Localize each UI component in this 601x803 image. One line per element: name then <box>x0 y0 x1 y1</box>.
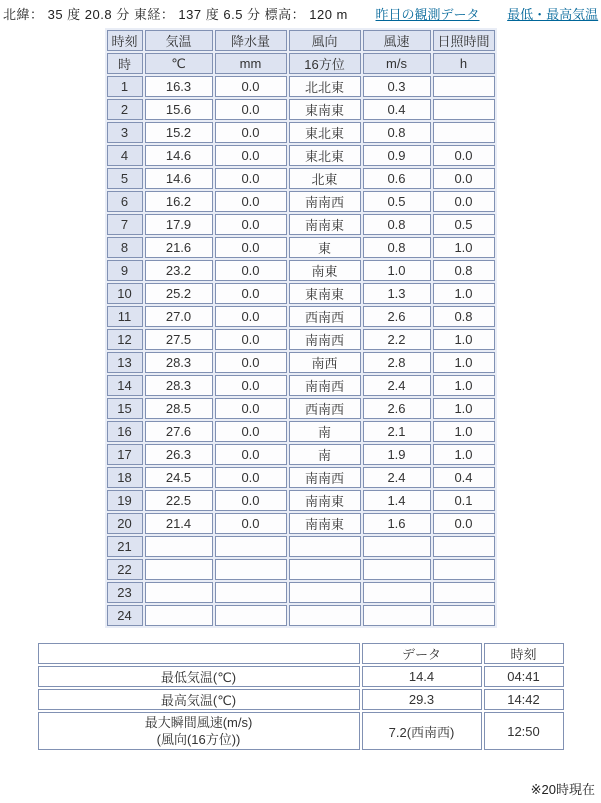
wind-dir-cell <box>289 582 361 603</box>
temp-cell <box>145 605 213 626</box>
temp-cell: 17.9 <box>145 214 213 235</box>
yesterday-data-link[interactable]: 昨日の観測データ <box>375 7 480 22</box>
sunshine-cell: 1.0 <box>433 421 495 442</box>
table-row <box>107 582 495 603</box>
wind-dir-cell: 南南西 <box>289 375 361 396</box>
col-header-wind-dir: 風向 <box>289 30 361 51</box>
daily-extremes-table <box>36 641 566 752</box>
table-row <box>107 375 495 396</box>
wind-dir-cell: 東南東 <box>289 283 361 304</box>
temp-cell: 24.5 <box>145 467 213 488</box>
wind-speed-cell: 0.9 <box>363 145 431 166</box>
wind-dir-cell: 西南西 <box>289 398 361 419</box>
precip-cell: 0.0 <box>215 421 287 442</box>
wind-speed-cell <box>363 559 431 580</box>
sunshine-cell: 0.0 <box>433 513 495 534</box>
hour-cell: 21 <box>107 536 143 557</box>
hour-cell: 22 <box>107 559 143 580</box>
hour-cell: 8 <box>107 237 143 258</box>
unit-precip: mm <box>215 53 287 74</box>
sunshine-cell <box>433 76 495 97</box>
precip-cell: 0.0 <box>215 467 287 488</box>
wind-speed-cell <box>363 536 431 557</box>
table-row <box>107 260 495 281</box>
summary-time-cell: 14:42 <box>484 689 564 710</box>
wind-dir-cell: 西南西 <box>289 306 361 327</box>
wind-dir-cell: 東 <box>289 237 361 258</box>
wind-speed-cell: 1.0 <box>363 260 431 281</box>
table-row <box>107 398 495 419</box>
summary-label-cell: 最高気温(℃) <box>38 689 360 710</box>
table-row <box>107 467 495 488</box>
temp-cell: 27.0 <box>145 306 213 327</box>
wind-speed-cell <box>363 605 431 626</box>
temp-cell: 23.2 <box>145 260 213 281</box>
precip-cell: 0.0 <box>215 283 287 304</box>
precip-cell <box>215 605 287 626</box>
summary-data-cell: 7.2(西南西) <box>362 712 482 750</box>
col-header-time: 時刻 <box>107 30 143 51</box>
sunshine-cell: 1.0 <box>433 283 495 304</box>
wind-dir-cell <box>289 536 361 557</box>
hour-cell: 16 <box>107 421 143 442</box>
temp-cell: 27.5 <box>145 329 213 350</box>
min-max-temp-link[interactable]: 最低・最高気温 <box>507 7 599 22</box>
hour-cell: 5 <box>107 168 143 189</box>
wind-speed-cell <box>363 582 431 603</box>
precip-cell: 0.0 <box>215 352 287 373</box>
temp-cell: 28.3 <box>145 352 213 373</box>
sunshine-cell: 0.4 <box>433 467 495 488</box>
sunshine-cell: 0.1 <box>433 490 495 511</box>
table-row <box>107 444 495 465</box>
wind-speed-cell: 2.6 <box>363 398 431 419</box>
table-row <box>107 306 495 327</box>
max-temp-row <box>38 689 564 710</box>
hour-cell: 24 <box>107 605 143 626</box>
summary-time-cell: 04:41 <box>484 666 564 687</box>
table-row <box>107 352 495 373</box>
unit-wind-speed: m/s <box>363 53 431 74</box>
hour-cell: 12 <box>107 329 143 350</box>
precip-cell: 0.0 <box>215 168 287 189</box>
temp-cell: 21.6 <box>145 237 213 258</box>
col-header-sunshine: 日照時間 <box>433 30 495 51</box>
as-of-time-note: ※20時現在 <box>530 782 595 797</box>
table-row <box>107 490 495 511</box>
summary-header-data: データ <box>362 643 482 664</box>
precip-cell: 0.0 <box>215 122 287 143</box>
wind-speed-cell: 0.5 <box>363 191 431 212</box>
summary-data-cell: 29.3 <box>362 689 482 710</box>
sunshine-cell: 0.0 <box>433 168 495 189</box>
temp-cell: 21.4 <box>145 513 213 534</box>
precip-cell: 0.0 <box>215 191 287 212</box>
wind-dir-cell: 南南東 <box>289 490 361 511</box>
precip-cell: 0.0 <box>215 76 287 97</box>
wind-dir-cell: 南西 <box>289 352 361 373</box>
hour-cell: 11 <box>107 306 143 327</box>
table-row <box>107 99 495 120</box>
temp-cell <box>145 559 213 580</box>
temp-cell: 16.2 <box>145 191 213 212</box>
temp-cell: 14.6 <box>145 145 213 166</box>
table-row <box>107 329 495 350</box>
hour-cell: 4 <box>107 145 143 166</box>
sunshine-cell: 1.0 <box>433 444 495 465</box>
temp-cell: 14.6 <box>145 168 213 189</box>
wind-dir-cell: 北北東 <box>289 76 361 97</box>
table-row <box>107 283 495 304</box>
hour-cell: 15 <box>107 398 143 419</box>
max-gust-row <box>38 712 564 750</box>
sunshine-cell: 0.8 <box>433 260 495 281</box>
wind-speed-cell: 1.3 <box>363 283 431 304</box>
sunshine-cell: 1.0 <box>433 329 495 350</box>
wind-dir-cell: 南 <box>289 421 361 442</box>
wind-speed-cell: 2.2 <box>363 329 431 350</box>
temp-cell: 22.5 <box>145 490 213 511</box>
temp-cell: 15.6 <box>145 99 213 120</box>
unit-wind-dir: 16方位 <box>289 53 361 74</box>
table-row <box>107 559 495 580</box>
precip-cell: 0.0 <box>215 214 287 235</box>
unit-sunshine: h <box>433 53 495 74</box>
col-header-precip: 降水量 <box>215 30 287 51</box>
wind-dir-cell: 南南東 <box>289 513 361 534</box>
precip-cell: 0.0 <box>215 260 287 281</box>
wind-dir-cell: 南南西 <box>289 467 361 488</box>
precip-cell: 0.0 <box>215 513 287 534</box>
col-header-wind-speed: 風速 <box>363 30 431 51</box>
table-row <box>107 421 495 442</box>
sunshine-cell: 1.0 <box>433 375 495 396</box>
temp-cell: 16.3 <box>145 76 213 97</box>
wind-dir-cell: 南南西 <box>289 329 361 350</box>
sunshine-cell: 0.0 <box>433 191 495 212</box>
sunshine-cell: 1.0 <box>433 352 495 373</box>
precip-cell: 0.0 <box>215 398 287 419</box>
sunshine-cell <box>433 122 495 143</box>
hour-cell: 19 <box>107 490 143 511</box>
sunshine-cell: 1.0 <box>433 237 495 258</box>
hour-cell: 3 <box>107 122 143 143</box>
wind-dir-cell: 南南東 <box>289 214 361 235</box>
wind-dir-cell <box>289 605 361 626</box>
table-row <box>107 237 495 258</box>
sunshine-cell <box>433 605 495 626</box>
precip-cell: 0.0 <box>215 444 287 465</box>
unit-header-row <box>107 53 495 74</box>
wind-dir-cell: 南東 <box>289 260 361 281</box>
hour-cell: 14 <box>107 375 143 396</box>
column-header-row <box>107 30 495 51</box>
table-row <box>107 168 495 189</box>
wind-speed-cell: 2.8 <box>363 352 431 373</box>
hourly-observation-table <box>105 28 497 628</box>
table-row <box>107 513 495 534</box>
sunshine-cell: 1.0 <box>433 398 495 419</box>
summary-time-cell: 12:50 <box>484 712 564 750</box>
summary-header-time: 時刻 <box>484 643 564 664</box>
hour-cell: 9 <box>107 260 143 281</box>
precip-cell <box>215 582 287 603</box>
sunshine-cell <box>433 559 495 580</box>
hour-cell: 18 <box>107 467 143 488</box>
wind-speed-cell: 2.4 <box>363 467 431 488</box>
hour-cell: 17 <box>107 444 143 465</box>
wind-speed-cell: 2.1 <box>363 421 431 442</box>
summary-header-blank <box>38 643 360 664</box>
wind-speed-cell: 0.8 <box>363 122 431 143</box>
precip-cell: 0.0 <box>215 145 287 166</box>
hour-cell: 20 <box>107 513 143 534</box>
sunshine-cell <box>433 582 495 603</box>
unit-temp: ℃ <box>145 53 213 74</box>
table-row <box>107 214 495 235</box>
hour-cell: 7 <box>107 214 143 235</box>
sunshine-cell: 0.8 <box>433 306 495 327</box>
temp-cell: 27.6 <box>145 421 213 442</box>
wind-speed-cell: 2.6 <box>363 306 431 327</box>
temp-cell: 25.2 <box>145 283 213 304</box>
wind-dir-cell: 東南東 <box>289 99 361 120</box>
wind-dir-cell: 南 <box>289 444 361 465</box>
page-header <box>0 0 601 25</box>
wind-speed-cell: 1.6 <box>363 513 431 534</box>
precip-cell <box>215 559 287 580</box>
unit-time: 時 <box>107 53 143 74</box>
hour-cell: 10 <box>107 283 143 304</box>
wind-speed-cell: 0.8 <box>363 237 431 258</box>
wind-speed-cell: 0.6 <box>363 168 431 189</box>
sunshine-cell: 0.0 <box>433 145 495 166</box>
table-row <box>107 605 495 626</box>
summary-header-row <box>38 643 564 664</box>
summary-data-cell: 14.4 <box>362 666 482 687</box>
table-row <box>107 122 495 143</box>
min-temp-row <box>38 666 564 687</box>
sunshine-cell: 0.5 <box>433 214 495 235</box>
hour-cell: 6 <box>107 191 143 212</box>
wind-dir-cell: 北東 <box>289 168 361 189</box>
wind-dir-cell: 東北東 <box>289 122 361 143</box>
table-row <box>107 145 495 166</box>
wind-speed-cell: 2.4 <box>363 375 431 396</box>
temp-cell: 26.3 <box>145 444 213 465</box>
hour-cell: 13 <box>107 352 143 373</box>
station-location-info: 北緯： 35 度 20.8 分 東経： 137 度 6.5 分 標高： 120 m <box>3 7 348 22</box>
precip-cell: 0.0 <box>215 99 287 120</box>
table-row <box>107 191 495 212</box>
hour-cell: 2 <box>107 99 143 120</box>
wind-dir-cell <box>289 559 361 580</box>
hour-cell: 1 <box>107 76 143 97</box>
temp-cell <box>145 536 213 557</box>
sunshine-cell <box>433 99 495 120</box>
precip-cell <box>215 536 287 557</box>
temp-cell: 28.3 <box>145 375 213 396</box>
wind-dir-cell: 東北東 <box>289 145 361 166</box>
wind-dir-cell: 南南西 <box>289 191 361 212</box>
wind-speed-cell: 1.9 <box>363 444 431 465</box>
wind-speed-cell: 0.4 <box>363 99 431 120</box>
temp-cell: 28.5 <box>145 398 213 419</box>
table-row <box>107 76 495 97</box>
sunshine-cell <box>433 536 495 557</box>
precip-cell: 0.0 <box>215 490 287 511</box>
col-header-temp: 気温 <box>145 30 213 51</box>
precip-cell: 0.0 <box>215 237 287 258</box>
wind-speed-cell: 1.4 <box>363 490 431 511</box>
table-row <box>107 536 495 557</box>
summary-label-cell: 最大瞬間風速(m/s) (風向(16方位)) <box>38 712 360 750</box>
precip-cell: 0.0 <box>215 375 287 396</box>
wind-speed-cell: 0.3 <box>363 76 431 97</box>
temp-cell <box>145 582 213 603</box>
precip-cell: 0.0 <box>215 329 287 350</box>
hour-cell: 23 <box>107 582 143 603</box>
summary-label-cell: 最低気温(℃) <box>38 666 360 687</box>
precip-cell: 0.0 <box>215 306 287 327</box>
wind-speed-cell: 0.8 <box>363 214 431 235</box>
temp-cell: 15.2 <box>145 122 213 143</box>
